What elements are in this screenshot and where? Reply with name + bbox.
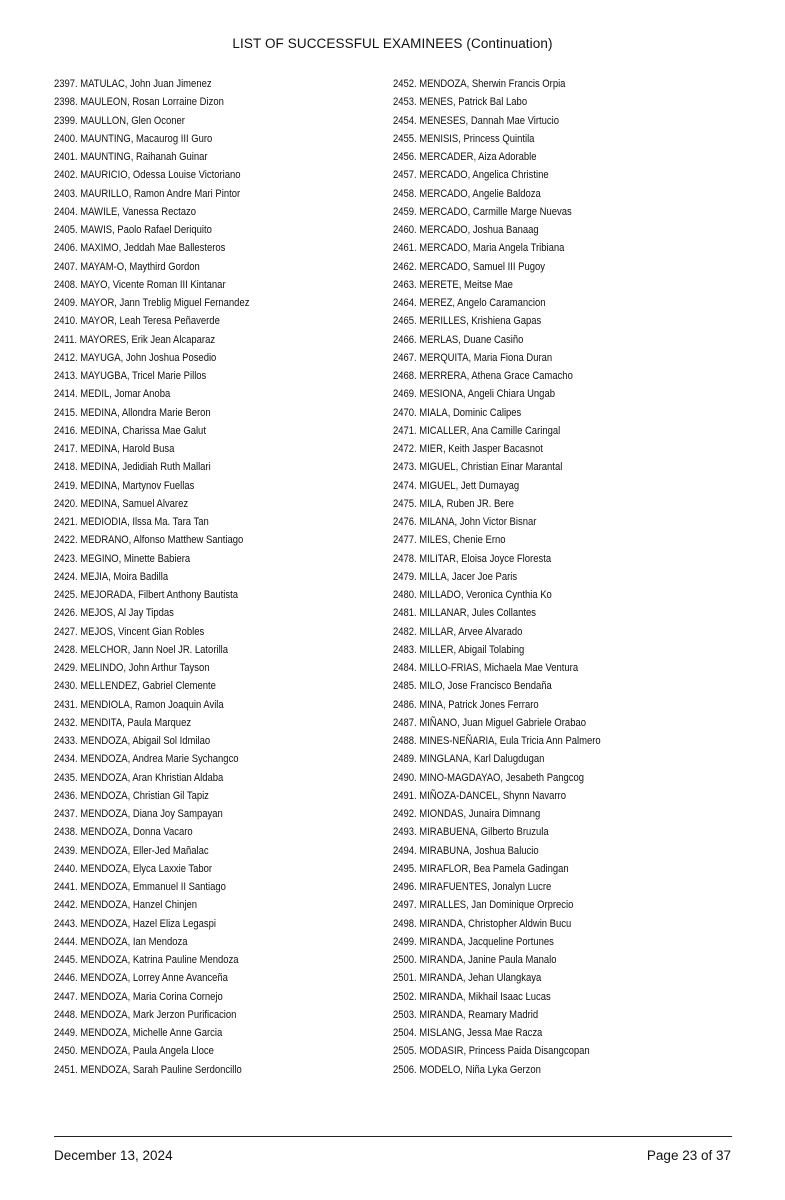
- examinee-entry: 2413. MAYUGBA, Tricel Marie Pillos: [54, 370, 207, 382]
- examinee-entry: 2446. MENDOZA, Lorrey Anne Avanceña: [54, 972, 228, 985]
- examinee-entry: 2459. MERCADO, Carmille Marge Nuevas: [393, 205, 572, 218]
- examinee-entry: 2491. MIÑOZA-DANCEL, Shynn Navarro: [393, 789, 566, 802]
- examinee-entry: 2424. MEJIA, Moira Badilla: [54, 570, 169, 583]
- examinee-entry: 2420. MEDINA, Samuel Alvarez: [54, 497, 189, 510]
- examinee-entry: 2426. MEJOS, Al Jay Tipdas: [54, 607, 174, 620]
- examinee-list-right-column: [393, 75, 738, 1079]
- examinee-entry: 2427. MEJOS, Vincent Gian Robles: [54, 625, 205, 638]
- examinee-entry: 2434. MENDOZA, Andrea Marie Sychangco: [54, 753, 239, 766]
- examinee-entry: 2411. MAYORES, Erik Jean Alcaparaz: [54, 333, 216, 346]
- examinee-entry: 2461. MERCADO, Maria Angela Tribiana: [393, 242, 565, 255]
- examinee-entry: 2451. MENDOZA, Sarah Pauline Serdoncillo: [54, 1063, 242, 1076]
- examinee-entry: 2442. MENDOZA, Hanzel Chinjen: [54, 899, 198, 912]
- examinee-entry: 2428. MELCHOR, Jann Noel JR. Latorilla: [54, 643, 229, 656]
- examinee-entry: 2449. MENDOZA, Michelle Anne Garcia: [54, 1027, 223, 1039]
- examinee-entry: 2500. MIRANDA, Janine Paula Manalo: [393, 954, 557, 966]
- examinee-entry: 2407. MAYAM-O, Maythird Gordon: [54, 260, 200, 273]
- examinee-entry: 2488. MINES-NEÑARIA, Eula Tricia Ann Palmero: [393, 735, 601, 747]
- examinee-entry: 2468. MERRERA, Athena Grace Camacho: [393, 370, 573, 382]
- examinee-entry: 2452. MENDOZA, Sherwin Francis Orpia: [393, 78, 566, 90]
- examinee-entry: 2403. MAURILLO, Ramon Andre Mari Pintor: [54, 187, 241, 200]
- examinee-entry: 2462. MERCADO, Samuel III Pugoy: [393, 260, 545, 273]
- examinee-entry: 2453. MENES, Patrick Bal Labo: [393, 96, 528, 109]
- examinee-entry: 2436. MENDOZA, Christian Gil Tapiz: [54, 789, 209, 802]
- examinee-entry: 2439. MENDOZA, Eller-Jed Mañalac: [54, 844, 209, 857]
- examinee-entry: 2429. MELINDO, John Arthur Tayson: [54, 662, 210, 674]
- examinee-entry: 2473. MIGUEL, Christian Einar Marantal: [393, 461, 563, 474]
- examinee-list-left-column: [54, 75, 374, 1079]
- examinee-entry: 2497. MIRALLES, Jan Dominique Orprecio: [393, 899, 574, 912]
- examinee-entry: 2421. MEDIODIA, Ilssa Ma. Tara Tan: [54, 516, 209, 528]
- examinee-entry: 2405. MAWIS, Paolo Rafael Deriquito: [54, 224, 212, 236]
- examinee-entry: 2450. MENDOZA, Paula Angela Lloce: [54, 1045, 214, 1058]
- examinee-entry: 2489. MINGLANA, Karl Dalugdugan: [393, 753, 545, 766]
- examinee-entry: 2430. MELLENDEZ, Gabriel Clemente: [54, 680, 216, 693]
- examinee-entry: 2456. MERCADER, Aiza Adorable: [393, 151, 537, 163]
- page-title: LIST OF SUCCESSFUL EXAMINEES (Continuation): [232, 36, 553, 51]
- examinee-entry: 2492. MIONDAS, Junaira Dimnang: [393, 808, 541, 820]
- examinee-entry: 2423. MEGINO, Minette Babiera: [54, 552, 191, 565]
- footer-page-number: Page 23 of 37: [646, 1148, 731, 1163]
- examinee-entry: 2483. MILLER, Abigail Tolabing: [393, 643, 525, 656]
- examinee-entry: 2425. MEJORADA, Filbert Anthony Bautista: [54, 589, 239, 601]
- examinee-entry: 2443. MENDOZA, Hazel Eliza Legaspi: [54, 917, 216, 930]
- examinee-entry: 2455. MENISIS, Princess Quintila: [393, 132, 535, 145]
- examinee-entry: 2477. MILES, Chenie Erno: [393, 534, 506, 547]
- examinee-entry: 2474. MIGUEL, Jett Dumayag: [393, 479, 520, 492]
- examinee-entry: 2418. MEDINA, Jedidiah Ruth Mallari: [54, 461, 211, 474]
- examinee-entry: 2505. MODASIR, Princess Paida Disangcopan: [393, 1045, 590, 1058]
- examinee-entry: 2478. MILITAR, Eloisa Joyce Floresta: [393, 552, 552, 565]
- examinee-entry: 2441. MENDOZA, Emmanuel II Santiago: [54, 881, 226, 893]
- examinee-entry: 2480. MILLADO, Veronica Cynthia Ko: [393, 589, 552, 601]
- examinee-entry: 2417. MEDINA, Harold Busa: [54, 443, 175, 455]
- examinee-entry: 2469. MESIONA, Angeli Chiara Ungab: [393, 388, 555, 401]
- examinee-entry: 2415. MEDINA, Allondra Marie Beron: [54, 406, 211, 419]
- examinee-entry: 2486. MINA, Patrick Jones Ferraro: [393, 698, 539, 711]
- examinee-entry: 2458. MERCADO, Angelie Baldoza: [393, 187, 541, 200]
- examinee-entry: 2472. MIER, Keith Jasper Bacasnot: [393, 443, 543, 455]
- examinee-entry: 2409. MAYOR, Jann Treblig Miguel Fernandez: [54, 297, 250, 309]
- examinee-entry: 2414. MEDIL, Jomar Anoba: [54, 388, 171, 401]
- examinee-entry: 2485. MILO, Jose Francisco Bendaña: [393, 680, 552, 693]
- examinee-entry: 2438. MENDOZA, Donna Vacaro: [54, 826, 193, 839]
- examinee-entry: 2440. MENDOZA, Elyca Laxxie Tabor: [54, 862, 213, 875]
- examinee-entry: 2470. MIALA, Dominic Calipes: [393, 406, 522, 419]
- examinee-entry: 2398. MAULEON, Rosan Lorraine Dizon: [54, 96, 224, 109]
- examinee-entry: 2471. MICALLER, Ana Camille Caringal: [393, 424, 561, 437]
- examinee-entry: 2475. MILA, Ruben JR. Bere: [393, 497, 514, 510]
- examinee-entry: 2400. MAUNTING, Macaurog III Guro: [54, 132, 213, 145]
- examinee-entry: 2476. MILANA, John Victor Bisnar: [393, 516, 537, 528]
- examinee-entry: 2433. MENDOZA, Abigail Sol Idmilao: [54, 735, 211, 747]
- examinee-entry: 2447. MENDOZA, Maria Corina Cornejo: [54, 990, 223, 1003]
- examinee-entry: 2503. MIRANDA, Reamary Madrid: [393, 1008, 539, 1021]
- examinee-entry: 2501. MIRANDA, Jehan Ulangkaya: [393, 972, 542, 985]
- examinee-entry: 2408. MAYO, Vicente Roman III Kintanar: [54, 278, 226, 291]
- examinee-entry: 2504. MISLANG, Jessa Mae Racza: [393, 1027, 543, 1039]
- examinee-entry: 2481. MILLANAR, Jules Collantes: [393, 607, 537, 620]
- examinee-entry: 2445. MENDOZA, Katrina Pauline Mendoza: [54, 954, 239, 966]
- examinee-entry: 2402. MAURICIO, Odessa Louise Victoriano: [54, 169, 241, 182]
- examinee-entry: 2463. MERETE, Meitse Mae: [393, 278, 513, 291]
- examinee-entry: 2422. MEDRANO, Alfonso Matthew Santiago: [54, 534, 244, 547]
- examinee-entry: 2498. MIRANDA, Christopher Aldwin Bucu: [393, 917, 572, 930]
- examinee-entry: 2404. MAWILE, Vanessa Rectazo: [54, 205, 196, 218]
- examinee-entry: 2444. MENDOZA, Ian Mendoza: [54, 935, 188, 948]
- examinee-entry: 2457. MERCADO, Angelica Christine: [393, 169, 549, 182]
- examinee-entry: 2466. MERLAS, Duane Casiño: [393, 333, 524, 346]
- examinee-entry: 2448. MENDOZA, Mark Jerzon Purificacion: [54, 1008, 237, 1021]
- examinee-entry: 2397. MATULAC, John Juan Jimenez: [54, 78, 212, 90]
- examinee-entry: 2431. MENDIOLA, Ramon Joaquin Avila: [54, 698, 224, 711]
- examinee-entry: 2412. MAYUGA, John Joshua Posedio: [54, 351, 217, 364]
- examinee-entry: 2406. MAXIMO, Jeddah Mae Ballesteros: [54, 242, 226, 255]
- examinee-entry: 2482. MILLAR, Arvee Alvarado: [393, 625, 523, 638]
- examinee-entry: 2495. MIRAFLOR, Bea Pamela Gadingan: [393, 862, 569, 875]
- examinee-entry: 2401. MAUNTING, Raihanah Guinar: [54, 151, 208, 163]
- examinee-entry: 2484. MILLO-FRIAS, Michaela Mae Ventura: [393, 662, 579, 674]
- examinee-entry: 2479. MILLA, Jacer Joe Paris: [393, 570, 518, 583]
- examinee-entry: 2464. MEREZ, Angelo Caramancion: [393, 297, 546, 309]
- footer-divider: [54, 1136, 732, 1137]
- examinee-entry: 2506. MODELO, Niña Lyka Gerzon: [393, 1063, 541, 1076]
- examinee-entry: 2499. MIRANDA, Jacqueline Portunes: [393, 935, 554, 948]
- examinee-entry: 2465. MERILLES, Krishiena Gapas: [393, 315, 542, 328]
- examinee-entry: 2410. MAYOR, Leah Teresa Peñaverde: [54, 315, 220, 328]
- examinee-entry: 2490. MINO-MAGDAYAO, Jesabeth Pangcog: [393, 771, 585, 784]
- examinee-entry: 2496. MIRAFUENTES, Jonalyn Lucre: [393, 881, 552, 893]
- examinee-entry: 2416. MEDINA, Charissa Mae Galut: [54, 424, 206, 437]
- examinee-entry: 2460. MERCADO, Joshua Banaag: [393, 224, 539, 236]
- examinee-entry: 2502. MIRANDA, Mikhail Isaac Lucas: [393, 990, 551, 1003]
- examinee-entry: 2467. MERQUITA, Maria Fiona Duran: [393, 351, 553, 364]
- examinee-entry: 2437. MENDOZA, Diana Joy Sampayan: [54, 808, 223, 820]
- examinee-entry: 2432. MENDITA, Paula Marquez: [54, 716, 192, 729]
- examinee-entry: 2493. MIRABUENA, Gilberto Bruzula: [393, 826, 549, 839]
- examinee-entry: 2399. MAULLON, Glen Oconer: [54, 114, 185, 127]
- examinee-entry: 2487. MIÑANO, Juan Miguel Gabriele Orabao: [393, 716, 586, 729]
- examinee-entry: 2435. MENDOZA, Aran Khristian Aldaba: [54, 771, 224, 784]
- examinee-entry: 2419. MEDINA, Martynov Fuellas: [54, 479, 195, 492]
- footer-date: December 13, 2024: [54, 1148, 173, 1163]
- examinee-entry: 2454. MENESES, Dannah Mae Virtucio: [393, 114, 559, 127]
- examinee-entry: 2494. MIRABUNA, Joshua Balucio: [393, 844, 539, 857]
